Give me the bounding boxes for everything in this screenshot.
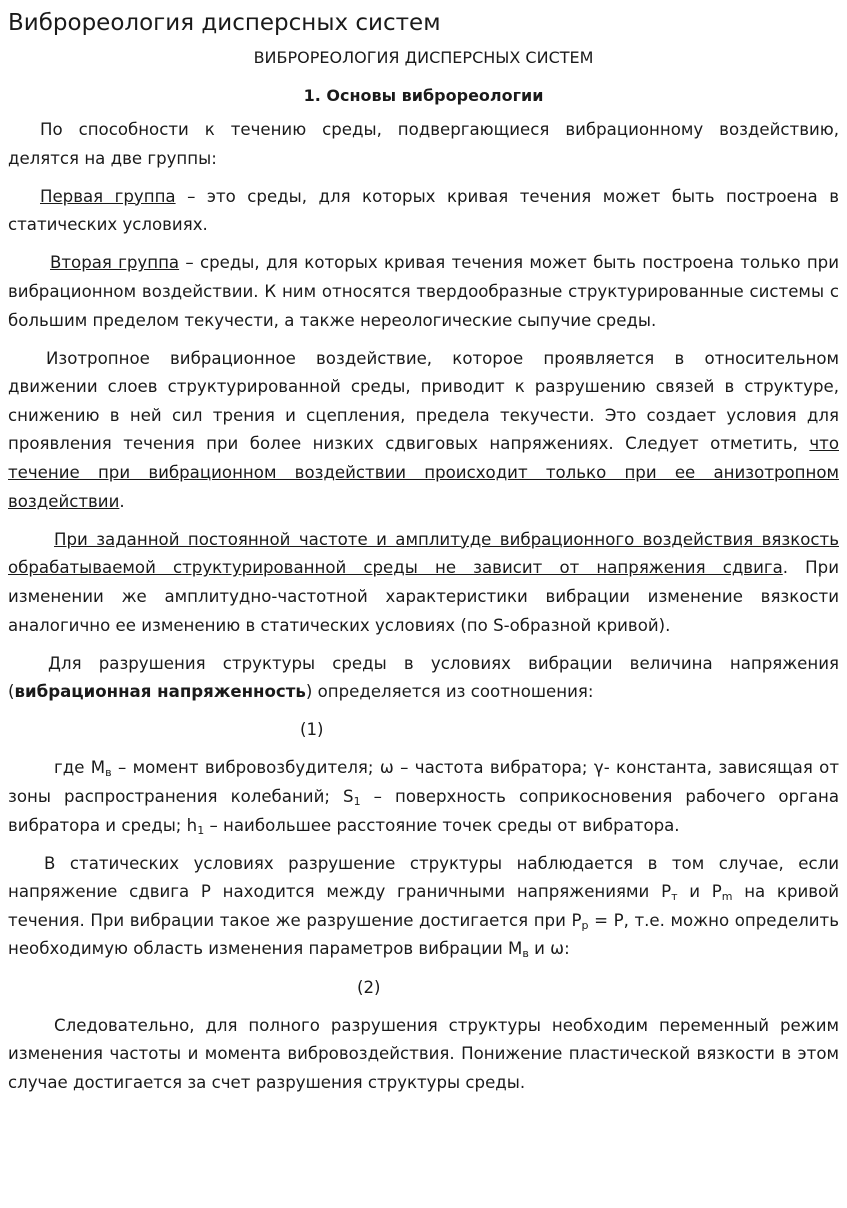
variables-text-d: – наибольшее расстояние точек среды от вибратора. <box>204 815 680 835</box>
static-text-e: и ω: <box>528 939 570 959</box>
first-group-text: – это среды, для которых кривая течения может быть построена в статических условиях. <box>8 186 839 235</box>
paragraph-conclusion: Следовательно, для полного разрушения структуры необходим переменный режим изменения частоты и момента вибровоздействия. Понижение пластической вязкости в этом случае достигается за счет разрушения структуры среды. <box>8 1015 839 1092</box>
term-first-group: Первая группа <box>40 186 176 206</box>
section-title: 1. Основы виброреологии <box>303 86 544 105</box>
subscript-r: р <box>581 918 589 932</box>
document-heading: ВИБРОРЕОЛОГИЯ ДИСПЕРСНЫХ СИСТЕМ <box>253 48 594 67</box>
subscript-v: в <box>105 766 112 780</box>
paragraph-vibration-intensity <box>8 650 839 707</box>
isotropic-text: Изотропное вибрационное воздействие, которое проявляется в относительном движении слоев структурированной среды, приводит к разрушению связей в структуре, снижению в ней сил трения и сцепления, предела текучести. Это создает условия для проявления течения при более низких сдвиговых напряжениях. Следует отметить, <box>8 348 839 454</box>
intensity-term: вибрационная напряженность <box>14 682 306 702</box>
paragraph-static-conditions <box>8 850 839 964</box>
formula-1-number: (1) <box>300 720 324 740</box>
second-group-text: – среды, для которых кривая течения может быть построена только при вибрационном воздействии. К ним относятся твердообразные структурированные системы с большим пределом текучести, а также нереологические сыпучие среды. <box>8 253 839 330</box>
paragraph-first-group <box>8 183 839 240</box>
paragraph-variables <box>8 754 839 840</box>
subscript-s1: 1 <box>353 794 361 808</box>
variables-text-a: где M <box>54 758 106 778</box>
subscript-t: т <box>671 890 678 904</box>
page-title: Виброреология дисперсных систем <box>8 10 441 36</box>
formula-2-number: (2) <box>357 977 381 997</box>
subscript-m: m <box>721 890 733 904</box>
paragraph-second-group <box>8 249 839 335</box>
variables-text-b: – момент вибровозбудителя; ω – частота вибратора; γ- константа, зависящая от зоны распространения колебаний; S <box>8 758 839 806</box>
isotropic-end: . <box>119 491 125 511</box>
subscript-v2: в <box>522 947 529 961</box>
viscosity-underlined: При заданной постоянной частоте и амплитуде вибрационного воздействия вязкость обрабатываемой структурированной среды не зависит от напряжения сдвига <box>8 529 839 578</box>
term-second-group: Вторая группа <box>50 253 180 273</box>
intensity-start: Для разрушения структуры среды в условиях вибрации величина напряжения ( <box>8 653 839 702</box>
static-text-a: В статических условиях разрушение структуры наблюдается в том случае, если напряжение сдвига P находится между граничными напряжениями P <box>8 853 839 902</box>
intensity-end: ) определяется из соотношения: <box>305 682 594 702</box>
static-text-c: на кривой течения. При вибрации такое же разрушение достигается при P <box>8 882 839 930</box>
static-text-d: = P, т.е. можно определить необходимую область изменения параметров вибрации M <box>8 910 839 959</box>
paragraph-viscosity <box>8 526 839 640</box>
paragraph-isotropic <box>8 345 839 517</box>
static-text-b: и P <box>677 882 722 902</box>
viscosity-text: . При изменении же амплитудно-частотной характеристики вибрации изменение вязкости аналогично ее изменению в статических условиях (по S-образной кривой). <box>8 558 839 635</box>
variables-text-c: – поверхность соприкосновения рабочего органа вибратора и среды; h <box>8 786 839 835</box>
isotropic-underlined: что течение при вибрационном воздействии происходит только при ее анизотропном воздействии <box>8 434 839 511</box>
paragraph-intro: По способности к течению среды, подвергающиеся вибрационному воздействию, делятся на две группы: <box>8 120 839 168</box>
subscript-h1: 1 <box>197 823 205 837</box>
